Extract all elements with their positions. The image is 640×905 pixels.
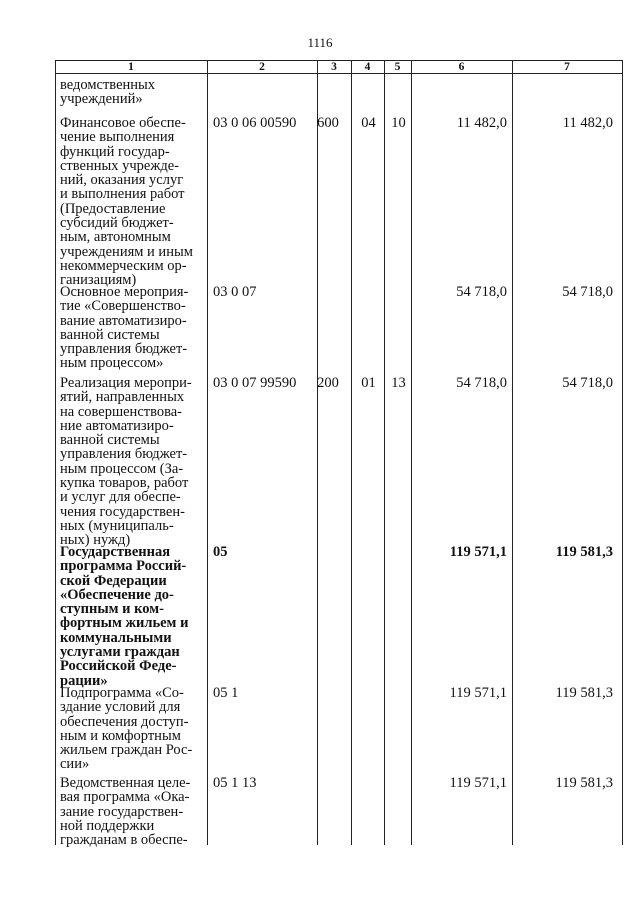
column-header: 3	[331, 61, 337, 73]
row-name-line: ным и комфортным	[60, 727, 181, 744]
row-col6: 119 571,1	[449, 775, 507, 791]
column-header: 7	[564, 61, 570, 73]
row-name-line: «Обеспечение до-	[60, 586, 174, 603]
row-col6: 11 482,0	[456, 115, 507, 131]
row-name-line: ведомственных	[60, 77, 156, 93]
row-col4: 01	[361, 375, 376, 391]
row-col4: 04	[361, 115, 376, 131]
row-name-line: рации»	[60, 672, 108, 689]
row-col6: 54 718,0	[456, 284, 507, 300]
row-code: 03 0 06 00590	[213, 115, 297, 131]
row-name-line: фортным жильем и	[60, 615, 189, 632]
row-name-line: чение выполнения	[60, 129, 175, 146]
row-name-line: ванной системы	[60, 326, 160, 343]
row-col7: 11 482,0	[562, 115, 613, 131]
row-name-line: Реализация меропри-	[60, 375, 192, 391]
row-col5: 10	[391, 115, 406, 131]
column-header: 4	[364, 61, 371, 73]
row-name-line: ным, автономным	[60, 229, 171, 246]
column-header: 2	[259, 61, 265, 73]
row-name-line: некоммерческим ор-	[60, 257, 187, 274]
row-col6: 54 718,0	[456, 375, 507, 391]
row-name	[60, 376, 208, 548]
row-name-line: здание условий для	[60, 699, 181, 716]
row-name-line: ных) нужд)	[60, 532, 131, 549]
row-name-line: (Предоставление	[60, 200, 166, 217]
row-name	[60, 545, 208, 688]
row-name-line: ных (муниципаль-	[60, 517, 174, 534]
row-name	[60, 686, 208, 772]
row-name-line: и услуг для обеспе-	[60, 489, 181, 506]
col-divider	[411, 60, 412, 845]
row-name-line: Государственная	[60, 544, 171, 560]
header-bottom-border	[55, 73, 623, 74]
col-divider	[351, 60, 352, 845]
row-name-line: вая программа «Ока-	[60, 789, 190, 806]
row-name-line: ской Федерации	[60, 572, 167, 589]
page-number: 1116	[307, 35, 333, 50]
row-name-line: управления бюджет-	[60, 446, 188, 463]
row-name-line: Финансовое обеспе-	[60, 115, 186, 131]
row-name-line: ступным и ком-	[60, 601, 164, 618]
row-name-line: гражданам в обеспе-	[60, 832, 188, 849]
row-name-line: ванной системы	[60, 432, 160, 449]
row-name-line: тие «Совершенство-	[60, 298, 186, 315]
column-header: 5	[394, 61, 401, 73]
col-divider	[622, 60, 623, 845]
row-name-line: ганизациям)	[60, 272, 137, 289]
row-col5: 13	[391, 375, 406, 391]
row-code: 03 0 07	[213, 284, 257, 300]
row-name-line: и выполнения работ	[60, 186, 185, 203]
row-col6: 119 571,1	[449, 544, 507, 560]
row-code: 03 0 07 99590	[213, 375, 297, 391]
row-name-line: функций государ-	[60, 143, 170, 160]
row-name-line: Российской Феде-	[60, 658, 177, 675]
row-name-line: ственных учрежде-	[60, 157, 179, 174]
row-name-line: купка товаров, работ	[60, 475, 189, 492]
row-col7: 119 581,3	[555, 685, 613, 701]
row-name-line: на совершенствова-	[60, 403, 183, 420]
row-name-line: управления бюджет-	[60, 341, 188, 358]
row-name-line: зание государствен-	[60, 803, 184, 820]
row-name-line: учреждений»	[60, 91, 143, 108]
row-col3: 200	[317, 375, 339, 391]
row-name	[60, 116, 208, 288]
row-col7: 119 581,3	[555, 544, 613, 560]
row-code: 05 1	[213, 685, 239, 701]
row-col7: 54 718,0	[562, 375, 613, 391]
row-col6: 119 571,1	[449, 685, 507, 701]
row-name-line: обеспечения доступ-	[60, 713, 189, 730]
row-col7: 119 581,3	[555, 775, 613, 791]
row-name-line: программа Россий-	[60, 558, 187, 575]
row-name	[60, 776, 208, 847]
row-code: 05	[213, 544, 228, 560]
col-divider	[384, 60, 385, 845]
row-col3: 600	[317, 115, 339, 131]
row-name-line: ной поддержки	[60, 817, 155, 834]
column-header: 1	[128, 61, 134, 73]
row-name-line: жильем граждан Рос-	[60, 742, 193, 759]
row-code: 05 1 13	[213, 775, 257, 791]
row-name-line: ние автоматизиро-	[60, 417, 174, 434]
row-name-line: услугами граждан	[60, 644, 180, 661]
row-name-line: Ведомственная целе-	[60, 775, 191, 791]
row-name-line: Основное мероприя-	[60, 284, 189, 300]
row-col7: 54 718,0	[562, 284, 613, 300]
col-divider	[317, 60, 318, 845]
row-name-line: чения государствен-	[60, 503, 185, 520]
budget-table	[55, 60, 623, 849]
row-name-line: коммунальными	[60, 629, 172, 646]
row-name-line: ятий, направленных	[60, 389, 185, 406]
row-name-line: учреждениям и иным	[60, 243, 193, 260]
col-divider	[512, 60, 513, 845]
row-name-line: ным процессом»	[60, 355, 164, 372]
row-name-line: вание автоматизиро-	[60, 312, 187, 329]
row-name-line: субсидий бюджет-	[60, 215, 174, 232]
column-header: 6	[458, 61, 465, 73]
col-divider	[55, 60, 56, 845]
row-name-line: ным процессом (За-	[60, 460, 184, 477]
row-name-line: сии»	[60, 756, 90, 773]
row-name-line: Подпрограмма «Со-	[60, 685, 184, 701]
row-name-line: ний, оказания услуг	[60, 172, 184, 189]
row-name	[60, 285, 208, 371]
row-name	[60, 78, 208, 107]
